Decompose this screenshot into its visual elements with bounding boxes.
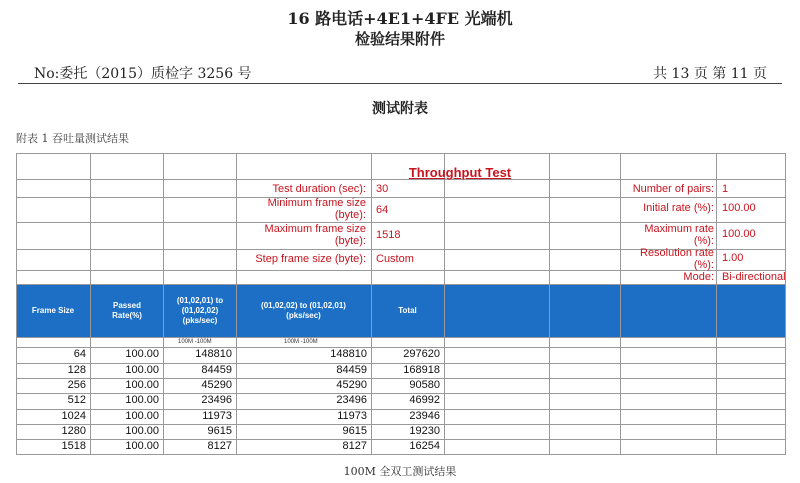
cell-size: 512 bbox=[67, 394, 86, 406]
document-subtitle: 检验结果附件 bbox=[354, 30, 445, 48]
throughput-table bbox=[16, 153, 786, 455]
cell-size: 128 bbox=[67, 364, 86, 376]
cell-rate: 100.00 bbox=[125, 410, 159, 422]
cell-d1: 84459 bbox=[201, 364, 232, 376]
maxrate-label: Maximum rate (%): bbox=[644, 223, 714, 247]
test-heading: Throughput Test bbox=[408, 165, 512, 180]
section-title: 测试附表 bbox=[372, 101, 428, 117]
speed-note-2: 100M -100M bbox=[284, 339, 318, 345]
col-passed-rate: Passed Rate(%) bbox=[112, 301, 142, 320]
maxrate-value: 100.00 bbox=[722, 228, 756, 240]
cell-d2: 8127 bbox=[342, 440, 367, 452]
cell-size: 1024 bbox=[61, 410, 86, 422]
cell-size: 64 bbox=[73, 348, 86, 360]
cell-rate: 100.00 bbox=[125, 425, 159, 437]
resolution-label: Resolution rate (%): bbox=[640, 247, 714, 271]
speed-note-1: 100M -100M bbox=[178, 339, 212, 345]
table-caption: 附表 1 吞吐量测试结果 bbox=[16, 132, 129, 145]
initrate-label: Initial rate (%): bbox=[643, 202, 714, 214]
cell-d1: 11973 bbox=[202, 410, 232, 422]
cell-total: 16254 bbox=[409, 440, 440, 452]
resolution-value: 1.00 bbox=[722, 252, 744, 264]
cell-total: 23946 bbox=[409, 410, 440, 422]
cell-total: 297620 bbox=[403, 348, 440, 360]
col-dir1: (01,02,01) to (01,02,02) (pks/sec) bbox=[176, 296, 224, 325]
mode-label: Mode: bbox=[683, 271, 714, 283]
cell-d1: 9615 bbox=[207, 425, 232, 437]
pairs-value: 1 bbox=[722, 183, 729, 195]
cell-total: 46992 bbox=[409, 394, 440, 406]
cell-d1: 8127 bbox=[207, 440, 232, 452]
table-footer-caption: 100M 全双工测试结果 bbox=[343, 465, 457, 478]
cell-size: 256 bbox=[67, 379, 86, 391]
cell-rate: 100.00 bbox=[125, 379, 159, 391]
page-info: 共 13 页 第 11 页 bbox=[653, 66, 767, 82]
step-label: Step frame size (byte): bbox=[255, 253, 366, 265]
maxsize-label: Maximum frame size (byte): bbox=[264, 223, 366, 247]
cell-total: 168918 bbox=[403, 364, 440, 376]
cell-d2: 23496 bbox=[336, 394, 367, 406]
cell-rate: 100.00 bbox=[125, 364, 159, 376]
cell-rate: 100.00 bbox=[125, 348, 159, 360]
cell-d2: 148810 bbox=[330, 348, 367, 360]
minsize-label: Minimum frame size (byte): bbox=[267, 197, 366, 221]
cell-d2: 11973 bbox=[337, 410, 367, 422]
col-dir2: (01,02,02) to (01,02,01) (pks/sec) bbox=[261, 301, 346, 320]
duration-value: 30 bbox=[376, 183, 389, 195]
cell-d1: 148810 bbox=[195, 348, 232, 360]
cell-rate: 100.00 bbox=[125, 394, 159, 406]
duration-label: Test duration (sec): bbox=[272, 183, 366, 195]
cell-size: 1280 bbox=[61, 425, 86, 437]
col-total: Total bbox=[398, 306, 417, 315]
cell-d2: 84459 bbox=[336, 364, 367, 376]
pairs-label: Number of pairs: bbox=[632, 183, 714, 195]
cell-rate: 100.00 bbox=[125, 440, 159, 452]
document-number: No:委托（2015）质检字 3256 号 bbox=[34, 66, 252, 82]
header-divider bbox=[18, 83, 782, 84]
cell-d2: 45290 bbox=[336, 379, 367, 391]
mode-value: Bi-directional bbox=[722, 271, 786, 283]
minsize-value: 64 bbox=[376, 204, 389, 216]
col-frame-size: Frame Size bbox=[31, 306, 75, 315]
cell-d2: 9615 bbox=[342, 425, 367, 437]
initrate-value: 100.00 bbox=[722, 202, 756, 214]
step-value: Custom bbox=[376, 253, 414, 265]
cell-size: 1518 bbox=[61, 440, 86, 452]
cell-total: 19230 bbox=[409, 425, 440, 437]
cell-d1: 23496 bbox=[201, 394, 232, 406]
maxsize-value: 1518 bbox=[376, 229, 401, 241]
document-title: 16 路电话+4E1+4FE 光端机 bbox=[287, 9, 513, 28]
cell-d1: 45290 bbox=[201, 379, 232, 391]
cell-total: 90580 bbox=[409, 379, 440, 391]
